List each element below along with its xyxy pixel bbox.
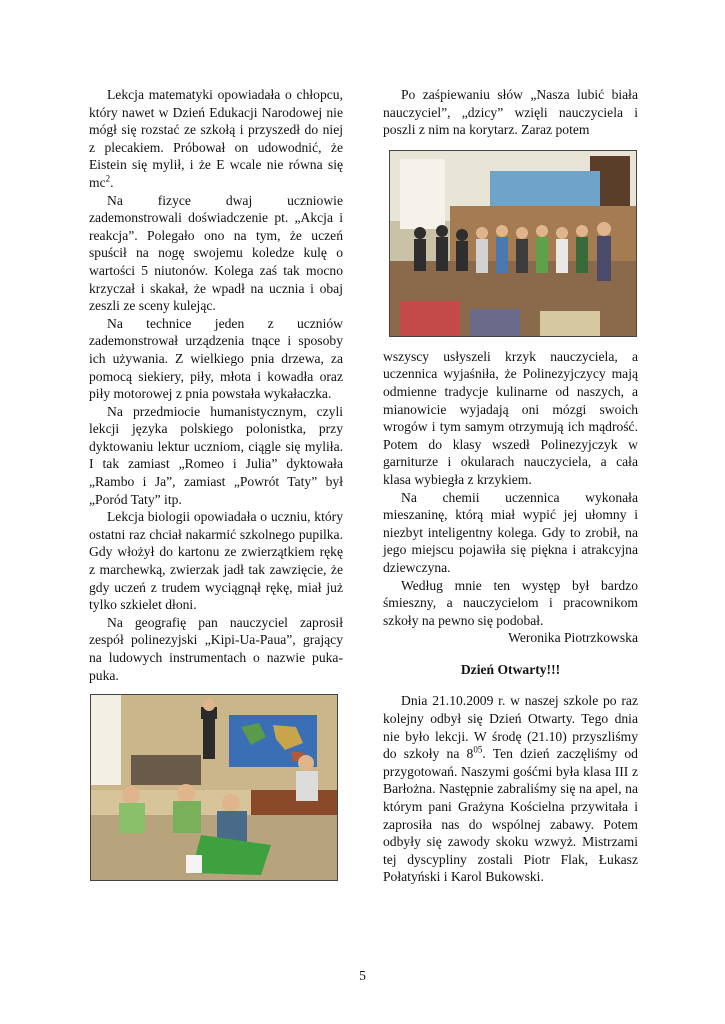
paragraph-open-day-end: . Ten dzień zaczęliśmy od przygotowań. Naszymi gośćmi była klasa III z Barłożna. Następnie zabraliśmy się na apel, na którym pani Grażyna Kościelna przywitała i zaprosiła nas do wspólnej zabawy. Potem odbyły się zawody skoku wzwyż. Mistrzami tej dyscypliny zostali Piotr Flak, Łukasz Połatyński i Karol Bukowski. xyxy=(383,746,638,885)
paragraph-humanities: Na przedmiocie humanistycznym, czyli lekcji języka polskiego polonistka, przy dyktowaniu lektur uczniom, ciągle się myliła. I tak zamiast „Romeo i Julia” dyktowała „Rambo i Ja”, zamiast „Powrót Taty” był „Poród Taty” itp. xyxy=(89,403,343,507)
paragraph-song: Po zaśpiewaniu słów „Nasza lubić biała nauczyciel”, „dzicy” wzięli nauczyciela i poszli z nim na korytarz. Zaraz potem xyxy=(383,87,638,138)
paragraph-scream: wszyscy usłyszeli krzyk nauczyciela, a uczennica wyjaśniła, że Polinezyjczycy mają odmienne tradycje kulinarne od naszych, a mianowicie wyjadają oni mózgi swoich wrogów i tym samym otrzymują ich mądrość. Potem do klasy wszedł Polinezyjczyk w garniturze i okularach nauczyciela, a cała klasa wybiegła z krzykiem. xyxy=(383,348,638,487)
paragraph-opinion: Według mnie ten występ był bardzo śmieszny, a nauczycielom i pracownikom szkoły na pewno się podobał. xyxy=(383,577,638,628)
paragraph-math xyxy=(89,86,343,192)
left-column xyxy=(89,86,343,684)
superscript: 2 xyxy=(105,173,111,184)
paragraph-physics: Na fizyce dwaj uczniowie zademonstrowali doświadczenie pt. „Akcja i reakcja”. Polegało ono na tym, że uczeń spuścił na nogę swojemu koledze kulę o wartości 5 niutonów. Kolega zaś tak mocno krzyczał i skakał, że wpadł na ucznia i obaj zeszli ze sceny kulejąc. xyxy=(89,192,343,314)
photo-classroom-map xyxy=(90,694,338,881)
page-number: 5 xyxy=(359,968,366,983)
paragraph-open-day xyxy=(383,692,638,886)
photo-students-on-stage xyxy=(389,150,637,337)
paragraph-math-text: Lekcja matematyki opowiadała o chłopcu, który nawet w Dzień Edukacji Narodowej nie mógł się rozstać ze szkołą i przyszedł do niej z plecakiem. Próbował on udowodnić, że Eistein się mylił, i że E wcale nie równa się mc xyxy=(89,87,343,190)
paragraph-geography: Na geografię pan nauczyciel zaprosił zespół polinezyjski „Kipi-Ua-Paua”, grający na ludowych instrumentach o nazwie puka-puka. xyxy=(89,614,343,683)
paragraph-biology: Lekcja biologii opowiadała o uczniu, który ostatni raz chciał nakarmić szkolnego pupilka. Gdy włożył do kartonu ze zwierzątkiem rękę z marchewką, zwierzak jadł tak zawzięcie, że gdy uczeń z trudem wyciągnął rękę, miał już tylko szkielet dłoni. xyxy=(89,509,343,613)
author-signature: Weronika Piotrzkowska xyxy=(508,630,638,646)
paragraph-open-day-text: Dnia 21.10.2009 r. w naszej szkole po raz kolejny odbył się Dzień Otwarty. Tego dnia nie było lekcji. W środę (21.10) przyszliśmy do szkoły na 8 xyxy=(383,693,638,762)
superscript: 05 xyxy=(473,744,483,755)
photo-students-on-stage-image xyxy=(390,151,636,336)
photo-classroom-map-image xyxy=(91,695,337,880)
section-heading: Dzień Otwarty!!! xyxy=(460,661,561,677)
paragraph-chemistry: Na chemii uczennica wykonała mieszaninę, którą miał wypić jej ułomny i niezbyt inteligentny kolega. Gdy to zrobił, na jego miejscu pojawiła się piękna i atrakcyjna dziewczyna. xyxy=(383,489,638,575)
paragraph-technics: Na technice jeden z uczniów zademonstrował urządzenia tnące i sposoby ich używania. Z wielkiego pnia drzewa, za pomocą siekiery, piły, młota i kowadła oraz piły motorowej z pnia powstała wykałaczka. xyxy=(89,315,343,402)
paragraph-math-end: . xyxy=(110,174,114,190)
